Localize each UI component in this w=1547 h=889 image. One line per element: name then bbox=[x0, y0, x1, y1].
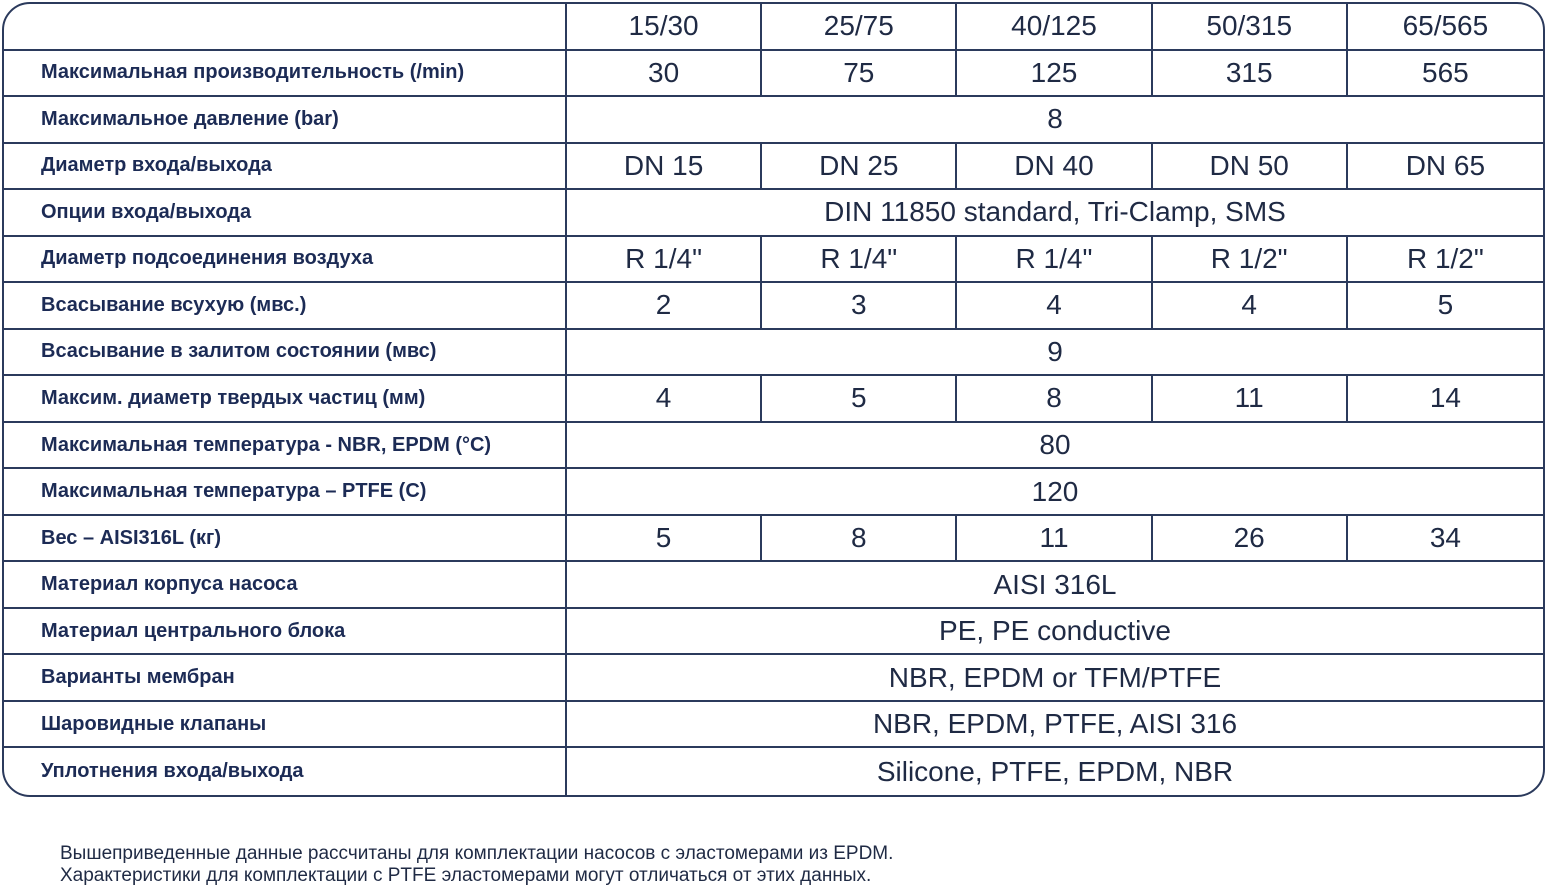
merged-value-cell: 120 bbox=[567, 469, 1543, 516]
value-cell: DN 65 bbox=[1348, 144, 1543, 191]
merged-value-cell: DIN 11850 standard, Tri-Clamp, SMS bbox=[567, 190, 1543, 237]
footnote bbox=[60, 843, 893, 887]
value-cell: 11 bbox=[957, 516, 1152, 563]
merged-value-cell: NBR, EPDM or TFM/PTFE bbox=[567, 655, 1543, 702]
value-cell: 8 bbox=[762, 516, 957, 563]
merged-value-cell: NBR, EPDM, PTFE, AISI 316 bbox=[567, 702, 1543, 749]
value-cell: R 1/2" bbox=[1348, 237, 1543, 284]
value-cell: 4 bbox=[957, 283, 1152, 330]
row-label: Всасывание в залитом состоянии (мвс) bbox=[4, 330, 567, 377]
value-cell: 5 bbox=[762, 376, 957, 423]
value-cell: DN 15 bbox=[567, 144, 762, 191]
value-cell: 3 bbox=[762, 283, 957, 330]
row-label: Максимальное давление (bar) bbox=[4, 97, 567, 144]
header-corner-cell bbox=[4, 4, 567, 51]
row-label: Максимальная температура – PTFE (C) bbox=[4, 469, 567, 516]
row-label: Шаровидные клапаны bbox=[4, 702, 567, 749]
value-cell: 4 bbox=[567, 376, 762, 423]
value-cell: 75 bbox=[762, 51, 957, 98]
merged-value-cell: Silicone, PTFE, EPDM, NBR bbox=[876, 755, 1234, 787]
row-label: Вес – AISI316L (кг) bbox=[4, 516, 567, 563]
merged-value-cell: 8 bbox=[567, 97, 1543, 144]
value-cell: 8 bbox=[957, 376, 1152, 423]
value-cell: 14 bbox=[1348, 376, 1543, 423]
value-cell: 315 bbox=[1153, 51, 1348, 98]
merged-value-cell: 9 bbox=[567, 330, 1543, 377]
value-cell: DN 40 bbox=[957, 144, 1152, 191]
column-header: 50/315 bbox=[1153, 4, 1348, 51]
spec-table bbox=[2, 2, 1545, 797]
column-header: 40/125 bbox=[957, 4, 1152, 51]
value-cell: 34 bbox=[1348, 516, 1543, 563]
value-cell: 2 bbox=[567, 283, 762, 330]
value-cell: 5 bbox=[1348, 283, 1543, 330]
row-label: Варианты мембран bbox=[4, 655, 567, 702]
value-cell: R 1/2" bbox=[1153, 237, 1348, 284]
column-header: 15/30 bbox=[567, 4, 762, 51]
value-cell: DN 50 bbox=[1153, 144, 1348, 191]
value-cell: R 1/4" bbox=[957, 237, 1152, 284]
row-label: Уплотнения входа/выхода bbox=[4, 748, 567, 795]
footnote-line: Характеристики для комплектации с PTFE эластомерами могут отличаться от этих данных. bbox=[60, 865, 872, 886]
value-cell: R 1/4" bbox=[762, 237, 957, 284]
value-cell: 125 bbox=[957, 51, 1152, 98]
row-label: Всасывание всухую (мвс.) bbox=[4, 283, 567, 330]
value-cell: DN 25 bbox=[762, 144, 957, 191]
value-cell: 5 bbox=[567, 516, 762, 563]
column-header: 25/75 bbox=[762, 4, 957, 51]
row-label: Диаметр подсоединения воздуха bbox=[4, 237, 567, 284]
row-label: Диаметр входа/выхода bbox=[4, 144, 567, 191]
value-cell: 26 bbox=[1153, 516, 1348, 563]
merged-value-cell: PE, PE conductive bbox=[567, 609, 1543, 656]
value-cell: 565 bbox=[1348, 51, 1543, 98]
merged-value-cell: AISI 316L bbox=[567, 562, 1543, 609]
footnote-line: Вышеприведенные данные рассчитаны для комплектации насосов с эластомерами из EPDM. bbox=[60, 843, 894, 864]
merged-value-cell: 80 bbox=[567, 423, 1543, 470]
column-header: 65/565 bbox=[1348, 4, 1543, 51]
row-label: Опции входа/выхода bbox=[4, 190, 567, 237]
row-label: Максимальная температура - NBR, EPDM (°C) bbox=[4, 423, 567, 470]
row-label: Материал корпуса насоса bbox=[4, 562, 567, 609]
row-label: Максимальная производительность (/min) bbox=[4, 51, 567, 98]
value-cell: 11 bbox=[1153, 376, 1348, 423]
value-cell: R 1/4" bbox=[567, 237, 762, 284]
value-cell: 4 bbox=[1153, 283, 1348, 330]
row-label: Материал центрального блока bbox=[4, 609, 567, 656]
value-cell: 30 bbox=[567, 51, 762, 98]
row-label: Максим. диаметр твердых частиц (мм) bbox=[4, 376, 567, 423]
